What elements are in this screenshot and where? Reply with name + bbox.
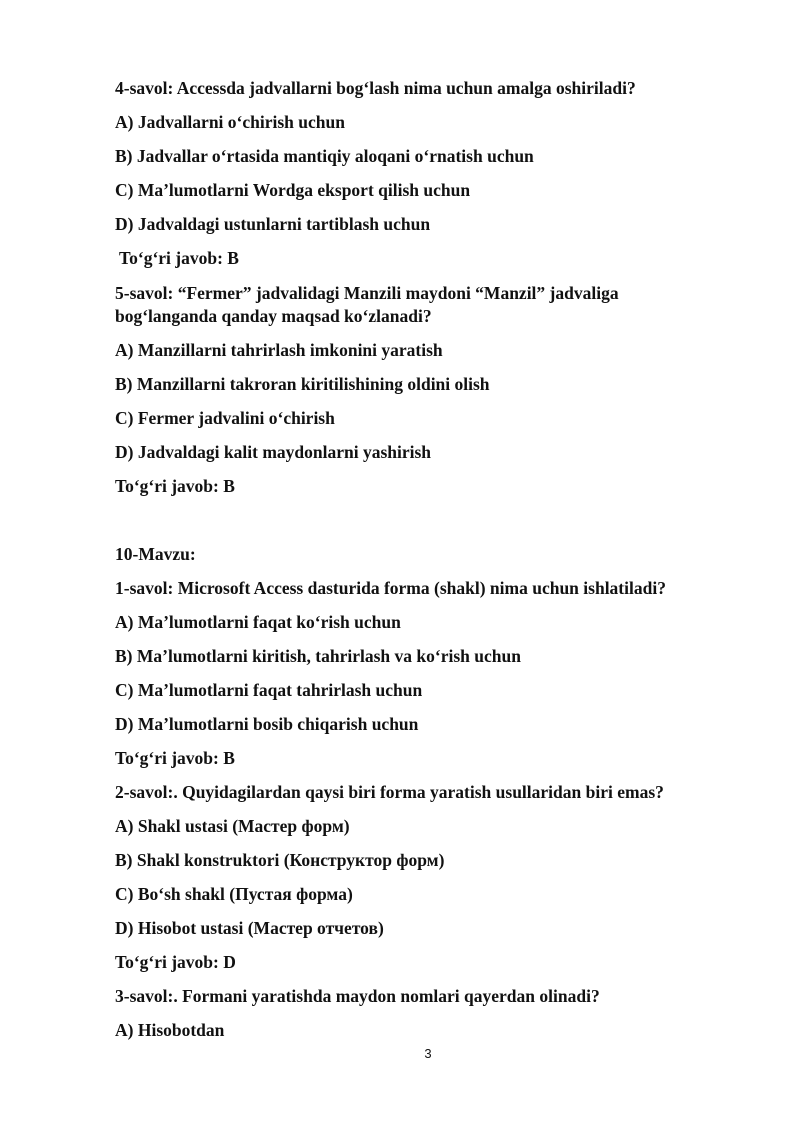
question-5-option-b: B) Manzillarni takroran kiritilishining oldini olish [115,374,490,394]
topic-question-2: 2-savol:. Quyidagilardan qaysi biri forma yaratish usullaridan biri emas? [115,782,664,802]
topic-question-2-answer: To‘g‘ri javob: D [115,952,236,972]
topic-question-3: 3-savol:. Formani yaratishda maydon nomlari qayerdan olinadi? [115,986,600,1006]
question-5-answer: To‘g‘ri javob: B [115,476,235,496]
question-4: 4-savol: Accessda jadvallarni bog‘lash nima uchun amalga oshiriladi? [115,78,636,98]
topic-question-1-option-c: C) Ma’lumotlarni faqat tahrirlash uchun [115,680,423,700]
topic-question-2-option-d: D) Hisobot ustasi (Мастер отчетов) [115,918,384,938]
topic-question-1-option-b: B) Ma’lumotlarni kiritish, tahrirlash va ko‘rish uchun [115,646,521,666]
topic-heading: 10-Mavzu: [115,544,196,564]
topic-question-2-option-b: B) Shakl konstruktori (Конструктор форм) [115,850,445,870]
question-4-answer: To‘g‘ri javob: B [115,248,239,268]
question-5-option-d: D) Jadvaldagi kalit maydonlarni yashirish [115,442,432,462]
question-5-line-2: bog‘langanda qanday maqsad ko‘zlanadi? [115,306,432,326]
page-number: 3 [424,1046,432,1061]
question-5-option-c: C) Fermer jadvalini o‘chirish [115,408,335,428]
topic-question-1-answer: To‘g‘ri javob: B [115,748,235,768]
question-4-option-a: A) Jadvallarni o‘chirish uchun [115,112,345,132]
topic-question-1-option-a: A) Ma’lumotlarni faqat ko‘rish uchun [115,612,401,632]
topic-question-2-option-c: C) Bo‘sh shakl (Пустая форма) [115,884,353,904]
question-5-line-1: 5-savol: “Fermer” jadvalidagi Manzili maydoni “Manzil” jadvaliga [115,283,619,303]
question-4-option-b: B) Jadvallar o‘rtasida mantiqiy aloqani o‘rnatish uchun [115,146,534,166]
topic-question-1-option-d: D) Ma’lumotlarni bosib chiqarish uchun [115,714,419,734]
question-4-option-d: D) Jadvaldagi ustunlarni tartiblash uchun [115,214,431,234]
topic-question-2-option-a: A) Shakl ustasi (Мастер форм) [115,816,350,836]
topic-question-1: 1-savol: Microsoft Access dasturida forma (shakl) nima uchun ishlatiladi? [115,578,666,598]
question-5-option-a: A) Manzillarni tahrirlash imkonini yaratish [115,340,443,360]
question-4-option-c: C) Ma’lumotlarni Wordga eksport qilish uchun [115,180,471,200]
topic-question-3-option-a: A) Hisobotdan [115,1020,225,1040]
